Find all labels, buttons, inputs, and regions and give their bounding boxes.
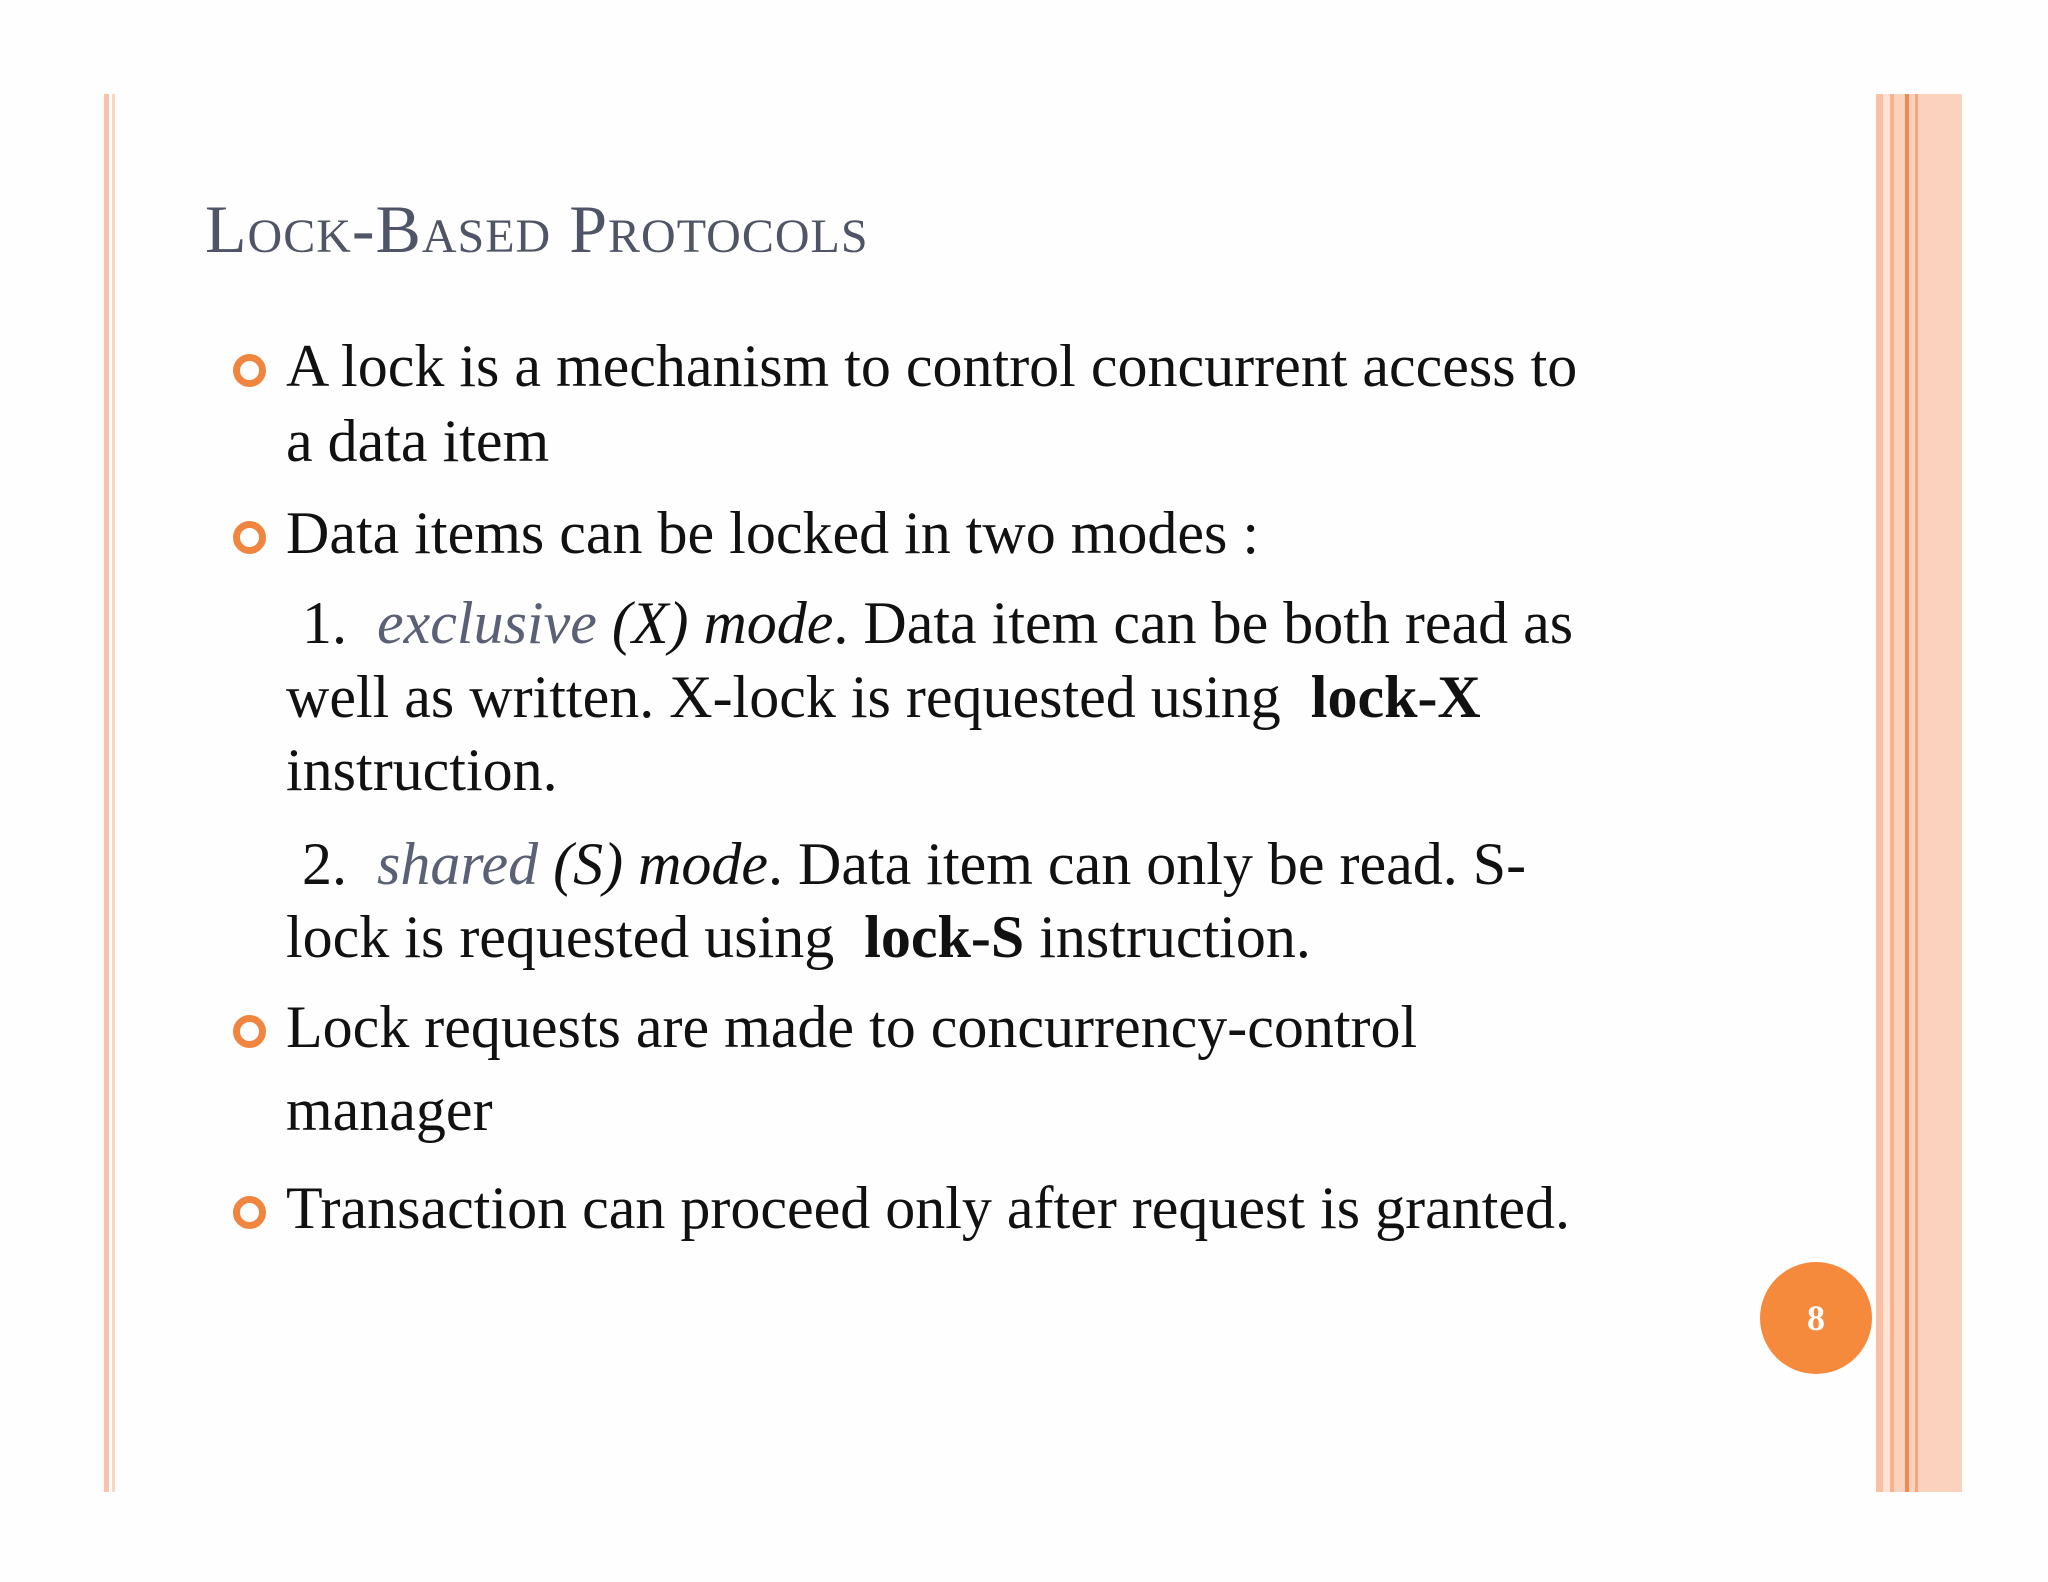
mode-2-term-rest: (S) mode: [553, 831, 769, 897]
mode-2-instruction: lock-S: [864, 904, 1025, 970]
mode-1-description: . Data item can be both read as: [833, 590, 1574, 656]
mode-1-line-1: [302, 590, 1574, 656]
mode-2-line-2-text: lock is requested using: [286, 904, 835, 970]
ring-bullet-icon: [233, 354, 266, 387]
bullet-3-line-1: Lock requests are made to concurrency-control: [286, 994, 1418, 1060]
mode-1-line-3: instruction.: [286, 737, 558, 803]
bullet-1-line-2: a data item: [286, 408, 550, 474]
ring-bullet-icon: [233, 521, 266, 554]
ring-bullet-icon: [233, 1196, 266, 1229]
bullet-3-line-2: manager: [286, 1077, 493, 1143]
mode-1-number: 1.: [302, 590, 347, 656]
mode-1-term: exclusive: [377, 590, 597, 656]
mode-2-line-2-end: instruction.: [1039, 904, 1311, 970]
mode-2-line-2: [286, 904, 1311, 970]
bullet-4: Transaction can proceed only after request is granted.: [286, 1175, 1570, 1241]
mode-2-line-1: [302, 831, 1527, 897]
mode-2-term: shared: [377, 831, 539, 897]
ring-bullet-icon: [233, 1015, 266, 1048]
mode-1-line-2: [286, 664, 1481, 730]
mode-2-description: . Data item can only be read. S-: [768, 831, 1527, 897]
slide-title: Lock-Based Protocols: [205, 191, 869, 267]
mode-1-term-rest: (X) mode: [611, 590, 834, 656]
mode-1-instruction: lock-X: [1310, 664, 1481, 730]
mode-1-line-2-text: well as written. X-lock is requested using: [286, 664, 1281, 730]
page-number-badge: 8: [1760, 1262, 1872, 1374]
mode-2-number: 2.: [302, 831, 347, 897]
bullet-1-line-1: A lock is a mechanism to control concurrent access to: [286, 333, 1578, 399]
bullet-2: Data items can be locked in two modes :: [286, 500, 1260, 566]
